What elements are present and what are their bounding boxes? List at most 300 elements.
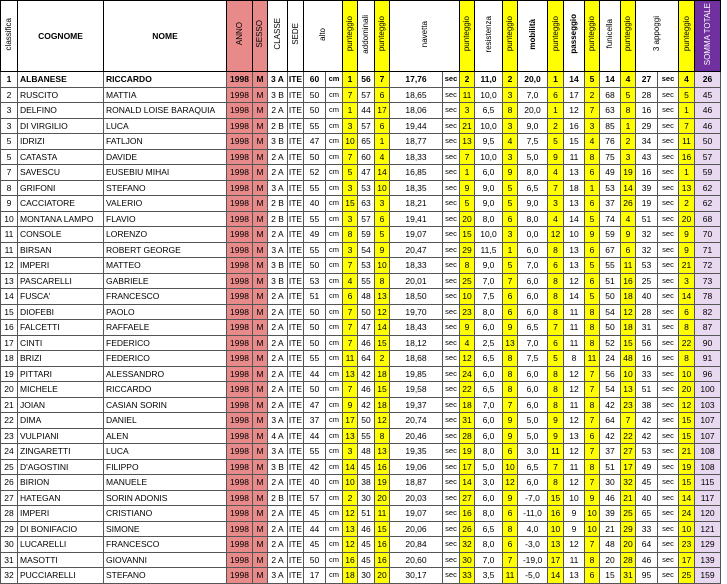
cell-anno[interactable]: 1998: [227, 366, 253, 382]
cell-alto-unit[interactable]: cm: [326, 428, 343, 444]
cell-punteggio-2[interactable]: 9: [375, 242, 390, 258]
cell-punteggio-7[interactable]: 31: [621, 568, 636, 584]
cell-punteggio-7[interactable]: 10: [621, 366, 636, 382]
cell-cognome[interactable]: VULPIANI: [18, 428, 104, 444]
cell-anno[interactable]: 1998: [227, 196, 253, 212]
cell-addominali[interactable]: 48: [358, 289, 375, 305]
cell-appoggi-unit[interactable]: sec: [658, 506, 679, 522]
cell-resistenza[interactable]: 9,0: [475, 180, 503, 196]
cell-somma[interactable]: 108: [695, 444, 721, 460]
cell-mobilita[interactable]: 6,0: [518, 273, 548, 289]
cell-punteggio-1[interactable]: 12: [343, 537, 358, 553]
cell-funicella[interactable]: 50: [600, 289, 621, 305]
cell-sesso[interactable]: M: [253, 366, 268, 382]
cell-funicella[interactable]: 20: [600, 552, 621, 568]
cell-alto[interactable]: 45: [304, 506, 326, 522]
cell-punteggio-6[interactable]: 9: [585, 490, 600, 506]
cell-cognome[interactable]: BIRION: [18, 475, 104, 491]
cell-navetta[interactable]: 19,41: [390, 211, 443, 227]
cell-somma[interactable]: 100: [695, 382, 721, 398]
cell-appoggi[interactable]: 42: [636, 413, 658, 429]
cell-addominali[interactable]: 65: [358, 134, 375, 150]
cell-appoggi[interactable]: 28: [636, 87, 658, 103]
cell-addominali[interactable]: 45: [358, 552, 375, 568]
cell-punteggio-5[interactable]: 8: [548, 304, 564, 320]
cell-punteggio-1[interactable]: 7: [343, 149, 358, 165]
cell-sede[interactable]: ITE: [288, 196, 304, 212]
cell-navetta-unit[interactable]: sec: [443, 103, 460, 119]
header-alto[interactable]: alto: [304, 1, 343, 72]
cell-sede[interactable]: ITE: [288, 475, 304, 491]
cell-punteggio-4[interactable]: 3: [503, 227, 518, 243]
cell-sede[interactable]: ITE: [288, 521, 304, 537]
cell-appoggi[interactable]: 53: [636, 258, 658, 274]
cell-punteggio-8[interactable]: 22: [679, 335, 695, 351]
cell-navetta-unit[interactable]: sec: [443, 366, 460, 382]
cell-nome[interactable]: LORENZO: [104, 227, 227, 243]
cell-punteggio-5[interactable]: 1: [548, 103, 564, 119]
cell-punteggio-6[interactable]: 6: [585, 568, 600, 584]
cell-appoggi[interactable]: 40: [636, 490, 658, 506]
cell-resistenza[interactable]: 6,0: [475, 165, 503, 181]
cell-sesso[interactable]: M: [253, 242, 268, 258]
cell-navetta-unit[interactable]: sec: [443, 413, 460, 429]
cell-resistenza[interactable]: 11,5: [475, 242, 503, 258]
cell-appoggi[interactable]: 25: [636, 273, 658, 289]
cell-punteggio-4[interactable]: 7: [503, 397, 518, 413]
cell-punteggio-4[interactable]: 1: [503, 242, 518, 258]
cell-sesso[interactable]: M: [253, 506, 268, 522]
cell-cognome[interactable]: MICHELE: [18, 382, 104, 398]
cell-resistenza[interactable]: 6,5: [475, 382, 503, 398]
cell-appoggi-unit[interactable]: sec: [658, 273, 679, 289]
cell-navetta[interactable]: 18,65: [390, 87, 443, 103]
cell-mobilita[interactable]: -7,0: [518, 490, 548, 506]
cell-navetta-unit[interactable]: sec: [443, 242, 460, 258]
cell-passeggio[interactable]: 18: [564, 180, 585, 196]
cell-appoggi-unit[interactable]: sec: [658, 134, 679, 150]
cell-somma[interactable]: 62: [695, 180, 721, 196]
cell-punteggio-5[interactable]: 6: [548, 87, 564, 103]
cell-navetta-unit[interactable]: sec: [443, 397, 460, 413]
cell-punteggio-8[interactable]: 14: [679, 289, 695, 305]
cell-appoggi[interactable]: 46: [636, 552, 658, 568]
cell-navetta[interactable]: 18,43: [390, 320, 443, 336]
cell-passeggio[interactable]: 11: [564, 552, 585, 568]
cell-addominali[interactable]: 50: [358, 413, 375, 429]
cell-punteggio-7[interactable]: 14: [621, 180, 636, 196]
cell-appoggi-unit[interactable]: sec: [658, 118, 679, 134]
cell-appoggi[interactable]: 51: [636, 211, 658, 227]
cell-navetta-unit[interactable]: sec: [443, 351, 460, 367]
cell-anno[interactable]: 1998: [227, 382, 253, 398]
cell-navetta[interactable]: 19,35: [390, 444, 443, 460]
cell-somma[interactable]: 71: [695, 242, 721, 258]
cell-classe[interactable]: 3 A: [268, 413, 288, 429]
cell-funicella[interactable]: 37: [600, 444, 621, 460]
cell-punteggio-4[interactable]: 5: [503, 258, 518, 274]
cell-classe[interactable]: 2 A: [268, 149, 288, 165]
cell-funicella[interactable]: 14: [600, 72, 621, 88]
cell-punteggio-5[interactable]: 11: [548, 444, 564, 460]
cell-anno[interactable]: 1998: [227, 459, 253, 475]
cell-nome[interactable]: DAVIDE: [104, 149, 227, 165]
cell-punteggio-7[interactable]: 17: [621, 459, 636, 475]
cell-mobilita[interactable]: 9,0: [518, 118, 548, 134]
cell-punteggio-2[interactable]: 12: [375, 413, 390, 429]
header-punteggio-7[interactable]: punteggio: [621, 1, 636, 72]
cell-somma[interactable]: 26: [695, 72, 721, 88]
cell-rank[interactable]: 21: [1, 397, 18, 413]
cell-navetta-unit[interactable]: sec: [443, 273, 460, 289]
cell-punteggio-2[interactable]: 19: [375, 475, 390, 491]
cell-classe[interactable]: 2 A: [268, 165, 288, 181]
cell-anno[interactable]: 1998: [227, 475, 253, 491]
cell-addominali[interactable]: 48: [358, 444, 375, 460]
cell-appoggi-unit[interactable]: sec: [658, 444, 679, 460]
cell-punteggio-1[interactable]: 18: [343, 568, 358, 584]
cell-rank[interactable]: 13: [1, 273, 18, 289]
cell-punteggio-7[interactable]: 5: [621, 87, 636, 103]
cell-punteggio-6[interactable]: 11: [585, 351, 600, 367]
cell-punteggio-4[interactable]: 9: [503, 428, 518, 444]
cell-punteggio-3[interactable]: 12: [460, 351, 475, 367]
cell-navetta-unit[interactable]: sec: [443, 180, 460, 196]
cell-punteggio-7[interactable]: 23: [621, 397, 636, 413]
cell-navetta-unit[interactable]: sec: [443, 506, 460, 522]
cell-rank[interactable]: 19: [1, 366, 18, 382]
cell-rank[interactable]: 7: [1, 165, 18, 181]
cell-punteggio-2[interactable]: 6: [375, 211, 390, 227]
cell-nome[interactable]: STEFANO: [104, 180, 227, 196]
cell-funicella[interactable]: 56: [600, 366, 621, 382]
cell-alto-unit[interactable]: cm: [326, 351, 343, 367]
cell-sesso[interactable]: M: [253, 490, 268, 506]
cell-sesso[interactable]: M: [253, 72, 268, 88]
cell-passeggio[interactable]: 12: [564, 475, 585, 491]
cell-punteggio-3[interactable]: 26: [460, 521, 475, 537]
cell-addominali[interactable]: 46: [358, 335, 375, 351]
cell-punteggio-4[interactable]: 3: [503, 118, 518, 134]
cell-punteggio-5[interactable]: 6: [548, 335, 564, 351]
cell-passeggio[interactable]: 11: [564, 335, 585, 351]
cell-punteggio-7[interactable]: 15: [621, 335, 636, 351]
cell-punteggio-1[interactable]: 7: [343, 320, 358, 336]
cell-appoggi[interactable]: 95: [636, 568, 658, 584]
cell-appoggi[interactable]: 45: [636, 475, 658, 491]
cell-alto[interactable]: 51: [304, 289, 326, 305]
cell-mobilita[interactable]: 4,0: [518, 521, 548, 537]
cell-rank[interactable]: 14: [1, 289, 18, 305]
cell-resistenza[interactable]: 8,0: [475, 444, 503, 460]
cell-passeggio[interactable]: 13: [564, 242, 585, 258]
cell-cognome[interactable]: CATASTA: [18, 149, 104, 165]
cell-mobilita[interactable]: 7,0: [518, 258, 548, 274]
cell-resistenza[interactable]: 9,5: [475, 134, 503, 150]
cell-resistenza[interactable]: 8,0: [475, 506, 503, 522]
cell-passeggio[interactable]: 9: [564, 521, 585, 537]
cell-navetta[interactable]: 19,07: [390, 506, 443, 522]
cell-resistenza[interactable]: 10,0: [475, 149, 503, 165]
cell-nome[interactable]: FATLJON: [104, 134, 227, 150]
cell-mobilita[interactable]: 8,0: [518, 211, 548, 227]
cell-punteggio-7[interactable]: 28: [621, 552, 636, 568]
cell-punteggio-7[interactable]: 9: [621, 227, 636, 243]
cell-funicella[interactable]: 30: [600, 475, 621, 491]
cell-funicella[interactable]: 63: [600, 103, 621, 119]
cell-punteggio-3[interactable]: 9: [460, 180, 475, 196]
cell-navetta[interactable]: 18,06: [390, 103, 443, 119]
cell-anno[interactable]: 1998: [227, 87, 253, 103]
cell-anno[interactable]: 1998: [227, 320, 253, 336]
cell-appoggi[interactable]: 53: [636, 444, 658, 460]
cell-rank[interactable]: 22: [1, 413, 18, 429]
cell-appoggi[interactable]: 32: [636, 242, 658, 258]
cell-alto-unit[interactable]: cm: [326, 211, 343, 227]
cell-nome[interactable]: VALERIO: [104, 196, 227, 212]
cell-rank[interactable]: 2: [1, 87, 18, 103]
cell-classe[interactable]: 3 A: [268, 444, 288, 460]
cell-punteggio-5[interactable]: 16: [548, 506, 564, 522]
cell-sesso[interactable]: M: [253, 521, 268, 537]
cell-anno[interactable]: 1998: [227, 397, 253, 413]
cell-punteggio-3[interactable]: 10: [460, 289, 475, 305]
cell-punteggio-2[interactable]: 18: [375, 366, 390, 382]
cell-sede[interactable]: ITE: [288, 211, 304, 227]
cell-alto[interactable]: 40: [304, 475, 326, 491]
cell-alto-unit[interactable]: cm: [326, 242, 343, 258]
cell-resistenza[interactable]: 6,5: [475, 351, 503, 367]
cell-sesso[interactable]: M: [253, 134, 268, 150]
cell-rank[interactable]: 32: [1, 568, 18, 584]
cell-addominali[interactable]: 57: [358, 87, 375, 103]
cell-navetta-unit[interactable]: sec: [443, 87, 460, 103]
cell-punteggio-5[interactable]: 3: [548, 196, 564, 212]
cell-anno[interactable]: 1998: [227, 413, 253, 429]
cell-sesso[interactable]: M: [253, 149, 268, 165]
cell-cognome[interactable]: CONSOLE: [18, 227, 104, 243]
cell-anno[interactable]: 1998: [227, 72, 253, 88]
cell-sede[interactable]: ITE: [288, 366, 304, 382]
cell-navetta[interactable]: 20,03: [390, 490, 443, 506]
cell-passeggio[interactable]: 14: [564, 289, 585, 305]
cell-funicella[interactable]: 76: [600, 134, 621, 150]
cell-addominali[interactable]: 55: [358, 428, 375, 444]
cell-punteggio-3[interactable]: 19: [460, 444, 475, 460]
cell-alto[interactable]: 42: [304, 459, 326, 475]
cell-alto[interactable]: 55: [304, 118, 326, 134]
cell-funicella[interactable]: 24: [600, 351, 621, 367]
cell-appoggi[interactable]: 33: [636, 366, 658, 382]
cell-navetta[interactable]: 20,60: [390, 552, 443, 568]
cell-passeggio[interactable]: 16: [564, 118, 585, 134]
cell-navetta[interactable]: 18,21: [390, 196, 443, 212]
cell-navetta[interactable]: 20,46: [390, 428, 443, 444]
cell-punteggio-7[interactable]: 11: [621, 258, 636, 274]
cell-mobilita[interactable]: 7,5: [518, 351, 548, 367]
cell-appoggi[interactable]: 64: [636, 537, 658, 553]
cell-punteggio-4[interactable]: 11: [503, 568, 518, 584]
cell-punteggio-8[interactable]: 9: [679, 242, 695, 258]
cell-sede[interactable]: ITE: [288, 304, 304, 320]
cell-addominali[interactable]: 45: [358, 537, 375, 553]
cell-alto-unit[interactable]: cm: [326, 320, 343, 336]
cell-alto[interactable]: 44: [304, 366, 326, 382]
cell-mobilita[interactable]: 6,5: [518, 459, 548, 475]
cell-punteggio-4[interactable]: 9: [503, 490, 518, 506]
cell-alto[interactable]: 55: [304, 211, 326, 227]
cell-rank[interactable]: 25: [1, 459, 18, 475]
cell-punteggio-6[interactable]: 7: [585, 103, 600, 119]
cell-addominali[interactable]: 46: [358, 521, 375, 537]
cell-punteggio-6[interactable]: 8: [585, 304, 600, 320]
cell-addominali[interactable]: 47: [358, 320, 375, 336]
cell-appoggi[interactable]: 39: [636, 180, 658, 196]
cell-punteggio-2[interactable]: 1: [375, 134, 390, 150]
cell-alto-unit[interactable]: cm: [326, 537, 343, 553]
cell-anno[interactable]: 1998: [227, 118, 253, 134]
cell-punteggio-7[interactable]: 1: [621, 118, 636, 134]
cell-anno[interactable]: 1998: [227, 506, 253, 522]
cell-funicella[interactable]: 51: [600, 459, 621, 475]
cell-punteggio-7[interactable]: 22: [621, 428, 636, 444]
cell-classe[interactable]: 3 B: [268, 87, 288, 103]
cell-anno[interactable]: 1998: [227, 258, 253, 274]
cell-punteggio-4[interactable]: 6: [503, 304, 518, 320]
header-addominali[interactable]: addominali: [358, 1, 375, 72]
cell-appoggi-unit[interactable]: sec: [658, 103, 679, 119]
cell-punteggio-8[interactable]: 2: [679, 196, 695, 212]
cell-punteggio-8[interactable]: 12: [679, 397, 695, 413]
cell-punteggio-3[interactable]: 21: [460, 118, 475, 134]
cell-appoggi[interactable]: 31: [636, 320, 658, 336]
cell-appoggi[interactable]: 49: [636, 459, 658, 475]
cell-punteggio-1[interactable]: 9: [343, 397, 358, 413]
cell-appoggi[interactable]: 27: [636, 72, 658, 88]
cell-navetta-unit[interactable]: sec: [443, 475, 460, 491]
cell-sede[interactable]: ITE: [288, 568, 304, 584]
cell-anno[interactable]: 1998: [227, 351, 253, 367]
cell-sesso[interactable]: M: [253, 118, 268, 134]
cell-punteggio-6[interactable]: 2: [585, 87, 600, 103]
cell-nome[interactable]: MATTIA: [104, 87, 227, 103]
cell-alto[interactable]: 44: [304, 521, 326, 537]
cell-mobilita[interactable]: 6,0: [518, 289, 548, 305]
cell-cognome[interactable]: DIOFEBI: [18, 304, 104, 320]
cell-mobilita[interactable]: 6,0: [518, 475, 548, 491]
cell-alto-unit[interactable]: cm: [326, 103, 343, 119]
cell-funicella[interactable]: 50: [600, 320, 621, 336]
cell-punteggio-3[interactable]: 32: [460, 537, 475, 553]
cell-nome[interactable]: PAOLO: [104, 304, 227, 320]
cell-cognome[interactable]: D'AGOSTINI: [18, 459, 104, 475]
cell-navetta[interactable]: 19,70: [390, 304, 443, 320]
cell-passeggio[interactable]: 11: [564, 149, 585, 165]
cell-punteggio-6[interactable]: 5: [585, 289, 600, 305]
cell-nome[interactable]: FLAVIO: [104, 211, 227, 227]
cell-somma[interactable]: 70: [695, 227, 721, 243]
cell-rank[interactable]: 12: [1, 258, 18, 274]
cell-punteggio-6[interactable]: 7: [585, 475, 600, 491]
cell-appoggi-unit[interactable]: sec: [658, 87, 679, 103]
cell-alto-unit[interactable]: cm: [326, 475, 343, 491]
cell-punteggio-6[interactable]: 7: [585, 366, 600, 382]
cell-punteggio-8[interactable]: 20: [679, 382, 695, 398]
cell-punteggio-2[interactable]: 6: [375, 118, 390, 134]
cell-somma[interactable]: 121: [695, 521, 721, 537]
cell-sede[interactable]: ITE: [288, 87, 304, 103]
cell-navetta-unit[interactable]: sec: [443, 320, 460, 336]
cell-punteggio-1[interactable]: 10: [343, 475, 358, 491]
cell-sesso[interactable]: M: [253, 397, 268, 413]
cell-nome[interactable]: FEDERICO: [104, 351, 227, 367]
cell-appoggi-unit[interactable]: sec: [658, 537, 679, 553]
cell-appoggi-unit[interactable]: sec: [658, 351, 679, 367]
cell-sede[interactable]: ITE: [288, 165, 304, 181]
cell-punteggio-2[interactable]: 8: [375, 273, 390, 289]
cell-resistenza[interactable]: 2,5: [475, 335, 503, 351]
cell-navetta-unit[interactable]: sec: [443, 552, 460, 568]
cell-punteggio-5[interactable]: 7: [548, 180, 564, 196]
header-mobilita[interactable]: mobilità: [518, 1, 548, 72]
cell-navetta[interactable]: 20,74: [390, 413, 443, 429]
cell-punteggio-5[interactable]: 5: [548, 134, 564, 150]
cell-punteggio-4[interactable]: 13: [503, 335, 518, 351]
cell-sesso[interactable]: M: [253, 273, 268, 289]
cell-rank[interactable]: 11: [1, 227, 18, 243]
cell-funicella[interactable]: 51: [600, 273, 621, 289]
cell-alto[interactable]: 50: [304, 258, 326, 274]
cell-funicella[interactable]: 55: [600, 258, 621, 274]
cell-classe[interactable]: 3 B: [268, 258, 288, 274]
cell-punteggio-3[interactable]: 3: [460, 103, 475, 119]
cell-sesso[interactable]: M: [253, 351, 268, 367]
cell-classe[interactable]: 2 B: [268, 490, 288, 506]
cell-punteggio-6[interactable]: 10: [585, 521, 600, 537]
header-punteggio-1[interactable]: punteggio: [343, 1, 358, 72]
cell-punteggio-4[interactable]: 5: [503, 180, 518, 196]
cell-cognome[interactable]: PITTARI: [18, 366, 104, 382]
cell-punteggio-2[interactable]: 15: [375, 521, 390, 537]
cell-punteggio-6[interactable]: 6: [585, 196, 600, 212]
cell-punteggio-1[interactable]: 7: [343, 382, 358, 398]
cell-rank[interactable]: 5: [1, 149, 18, 165]
cell-appoggi[interactable]: 42: [636, 428, 658, 444]
cell-funicella[interactable]: 54: [600, 304, 621, 320]
cell-alto[interactable]: 53: [304, 273, 326, 289]
cell-punteggio-1[interactable]: 7: [343, 87, 358, 103]
cell-navetta-unit[interactable]: sec: [443, 289, 460, 305]
cell-punteggio-5[interactable]: 14: [548, 568, 564, 584]
cell-punteggio-8[interactable]: 19: [679, 459, 695, 475]
cell-punteggio-6[interactable]: 5: [585, 258, 600, 274]
cell-sesso[interactable]: M: [253, 196, 268, 212]
cell-appoggi-unit[interactable]: sec: [658, 304, 679, 320]
cell-sede[interactable]: ITE: [288, 397, 304, 413]
cell-punteggio-2[interactable]: 2: [375, 351, 390, 367]
cell-mobilita[interactable]: 5,0: [518, 413, 548, 429]
cell-anno[interactable]: 1998: [227, 149, 253, 165]
cell-punteggio-6[interactable]: 8: [585, 459, 600, 475]
cell-punteggio-3[interactable]: 4: [460, 335, 475, 351]
cell-sede[interactable]: ITE: [288, 134, 304, 150]
cell-nome[interactable]: RONALD LOISE BARAQUIA: [104, 103, 227, 119]
cell-sesso[interactable]: M: [253, 552, 268, 568]
cell-funicella[interactable]: 49: [600, 165, 621, 181]
cell-punteggio-4[interactable]: 3: [503, 87, 518, 103]
cell-classe[interactable]: 2 B: [268, 196, 288, 212]
cell-punteggio-5[interactable]: 17: [548, 552, 564, 568]
